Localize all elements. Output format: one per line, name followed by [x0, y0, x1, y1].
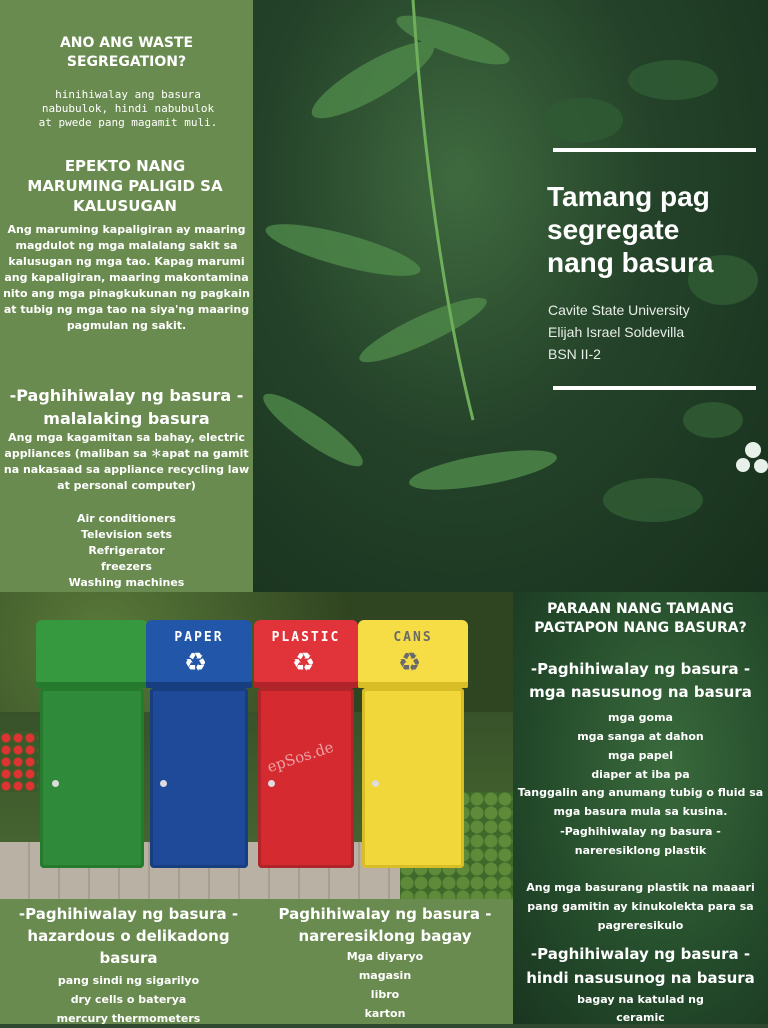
cover-section: BSN II-2: [548, 346, 601, 362]
nonburnable-item: ceramic: [616, 1011, 665, 1024]
large-waste-heading: -Paghihiwalay ng basura - malalaking basura: [9, 386, 244, 428]
recyclables-heading: Paghihiwalay ng basura - nareresiklong bagay: [278, 905, 492, 945]
burnable-list: [513, 708, 768, 784]
red-bin: [258, 688, 354, 868]
green-bin-handle: [52, 780, 59, 787]
blue-bin: [150, 688, 248, 868]
plastic-label: PLASTIC: [271, 630, 341, 645]
blue-bin-lid: [146, 620, 252, 688]
blue-bin-handle: [160, 780, 167, 787]
list-item: mga sanga at dahon: [577, 730, 704, 743]
list-item: Refrigerator: [88, 544, 165, 557]
fern-leaves-illustration: [253, 0, 768, 592]
list-item: diaper at iba pa: [591, 768, 690, 781]
yellow-bin: [362, 688, 464, 868]
list-item: Air conditioners: [77, 512, 176, 525]
cans-label: CANS: [393, 630, 433, 645]
list-item: magasin: [358, 969, 412, 982]
right-panel: [513, 592, 768, 1024]
yellow-bin-handle: [372, 780, 379, 787]
hazardous-panel: [0, 899, 257, 1024]
health-effect-body: Ang maruming kapaligiran ay maaring magdulot ng mga malalang sakit sa kalusugan ng mga tao. Kapag marumi ang kapaligiran, maaring makontamina nito ang mga pinagkukunan ng pagkain at tubig ng mga tao na siya'ng maaring pagmulan ng sakit.: [3, 223, 250, 332]
recyclables-list: [257, 947, 513, 1023]
watermark: epSos.de: [264, 737, 336, 777]
list-item: pang sindi ng sigarilyo: [57, 974, 200, 987]
cover-school: Cavite State University: [548, 302, 690, 318]
list-item: dry cells o baterya: [70, 993, 187, 1006]
disposal-heading: PARAAN NANG TAMANG PAGTAPON NANG BASURA?: [534, 601, 747, 636]
forest-background: [253, 0, 768, 592]
cover-title: Tamang pag segregate nang basura: [547, 181, 714, 278]
hazardous-heading: -Paghihiwalay ng basura - hazardous o delikadong basura: [18, 905, 239, 967]
list-item: libro: [370, 988, 400, 1001]
list-item: mercury thermometers: [56, 1012, 201, 1025]
recycle-icon: ♻: [292, 648, 316, 678]
waste-segregation-definition: hinihiwalay ang basura nabubulok, hindi nabubulok at pwede pang magamit muli.: [38, 88, 218, 129]
recyclable-plastic-body: Ang mga basurang plastik na maaari pang gamitin ay kinukolekta para sa pagreresikulo: [526, 881, 755, 932]
large-waste-list: [0, 511, 253, 591]
recycle-icon: ♻: [398, 648, 422, 678]
yellow-bin-lid: [358, 620, 468, 688]
red-bin-handle: [268, 780, 275, 787]
waste-segregation-heading: ANO ANG WASTE SEGREGATION?: [59, 35, 194, 70]
health-effect-heading: EPEKTO NANG MARUMING PALIGID SA KALUSUGAN: [27, 157, 223, 215]
hazardous-list: [0, 971, 257, 1028]
bottom-divider: [553, 386, 756, 390]
list-item: Mga diyaryo: [346, 950, 424, 963]
list-item: Washing machines: [68, 576, 185, 589]
burnable-heading: -Paghihiwalay ng basura - mga nasusunog na basura: [529, 660, 752, 701]
large-waste-body: Ang mga kagamitan sa bahay, electric appliances (maliban sa ＊apat na gamit na nakasaad sa appliance recycling law at personal computer): [3, 431, 250, 492]
nonburnable-heading: -Paghihiwalay ng basura - hindi nasusunog na basura: [526, 945, 755, 987]
nonburnable-body: bagay na katulad ng: [577, 993, 704, 1006]
list-item: mga goma: [608, 711, 673, 724]
recycling-bins-photo: [0, 592, 513, 899]
list-item: mga papel: [608, 749, 673, 762]
flowers: [0, 732, 38, 792]
recyclable-plastic-heading: -Paghihiwalay ng basura - nareresiklong plastik: [560, 825, 721, 857]
recycle-icon: ♻: [184, 648, 208, 678]
top-divider: [553, 148, 756, 152]
paper-label: PAPER: [174, 630, 224, 645]
green-bin: [40, 688, 144, 868]
burnable-note: Tanggalin ang anumang tubig o fluid sa mga basura mula sa kusina.: [517, 786, 764, 818]
list-item: freezers: [101, 560, 152, 573]
list-item: karton: [364, 1007, 406, 1020]
left-panel: [0, 0, 253, 592]
green-bin-lid: [36, 620, 148, 688]
cover-author: Elijah Israel Soldevilla: [548, 324, 685, 340]
recyclables-panel: [257, 899, 513, 1024]
list-item: Television sets: [80, 528, 173, 541]
red-bin-lid: [254, 620, 358, 688]
